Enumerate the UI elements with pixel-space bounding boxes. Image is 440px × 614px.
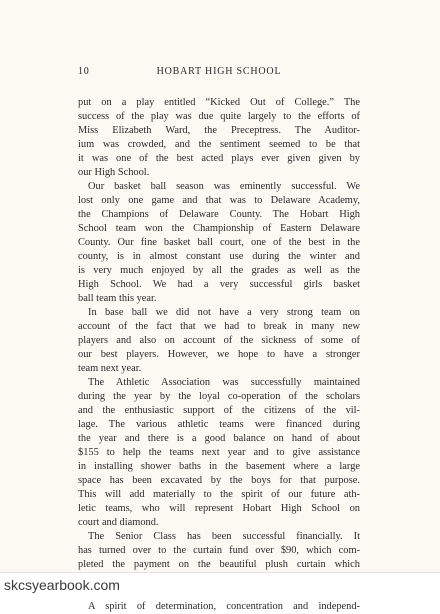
text-line: ball team this year. (78, 293, 157, 304)
text-line: space has been excavated by the boys for that purpose. (78, 475, 360, 486)
text-line: County. Our fine basket ball court, one of the best in the (78, 237, 360, 248)
footer-bar (0, 572, 440, 601)
text-line: during the year by the loyal co-operation of the scholars (78, 391, 360, 402)
text-line: in installing shower baths in the basement where a large (78, 461, 360, 472)
body-text (78, 96, 360, 614)
text-line: The Senior Class has been successful financially. It (88, 531, 360, 542)
text-line: court and diamond. (78, 517, 159, 528)
text-line: has turned over to the curtain fund over $90, which com- (78, 545, 360, 556)
text-line: and the enthusiastic support of the citizens of the vil- (78, 405, 360, 416)
text-line: put on a play entitled “Kicked Out of College.” The (78, 97, 360, 108)
text-line: players and also on account of the sickness of some of (78, 335, 360, 346)
text-line: success of the play was due quite largely to the efforts of (78, 111, 360, 122)
text-line: lost only one game and that was to Delaware Academy, (78, 195, 360, 206)
site-watermark: skcsyearbook.com (4, 577, 120, 593)
text-line: the Champions of Delaware County. The Hobart High (78, 209, 360, 220)
text-line: county, is in almost constant use during the winter and (78, 251, 360, 262)
running-title: HOBART HIGH SCHOOL (156, 66, 282, 77)
text-line: School team won the Championship of Eastern Delaware (78, 223, 360, 234)
text-line: team next year. (78, 363, 142, 374)
text-line: A spirit of determination, concentration and independ- (88, 601, 360, 612)
page-header (78, 66, 360, 80)
text-line: Our basket ball season was eminently successful. We (88, 181, 360, 192)
text-line: the year and there is a good balance on hand of about (78, 433, 360, 444)
text-line: our best players. However, we hope to have a stronger (78, 349, 360, 360)
text-line: pleted the payment on the beautiful plush curtain which (78, 559, 360, 570)
text-line: Miss Elizabeth Ward, the Preceptress. The Auditor- (78, 125, 360, 136)
text-line: letic teams, who will represent Hobart High School on (78, 503, 360, 514)
text-line: High School. We had a very successful girls basket (78, 279, 360, 290)
text-line: $155 to help the teams next year and to give assistance (78, 447, 360, 458)
text-line: This will add materially to the spirit of our future ath- (78, 489, 360, 500)
text-line: our High School. (78, 167, 150, 178)
page-number: 10 (78, 66, 90, 77)
text-line: lage. The various athletic teams were financed during (78, 419, 360, 430)
text-line: The Athletic Association was successfully maintained (88, 377, 360, 388)
text-line: is very much enjoyed by all the grades as well as the (78, 265, 360, 276)
text-line: ium was crowded, and the sentiment seemed to be that (78, 139, 360, 150)
text-line: account of the fact that we had to break in many new (78, 321, 360, 332)
text-line: it was one of the best acted plays ever given given by (78, 153, 360, 164)
text-line: In base ball we did not have a very strong team on (88, 307, 360, 318)
